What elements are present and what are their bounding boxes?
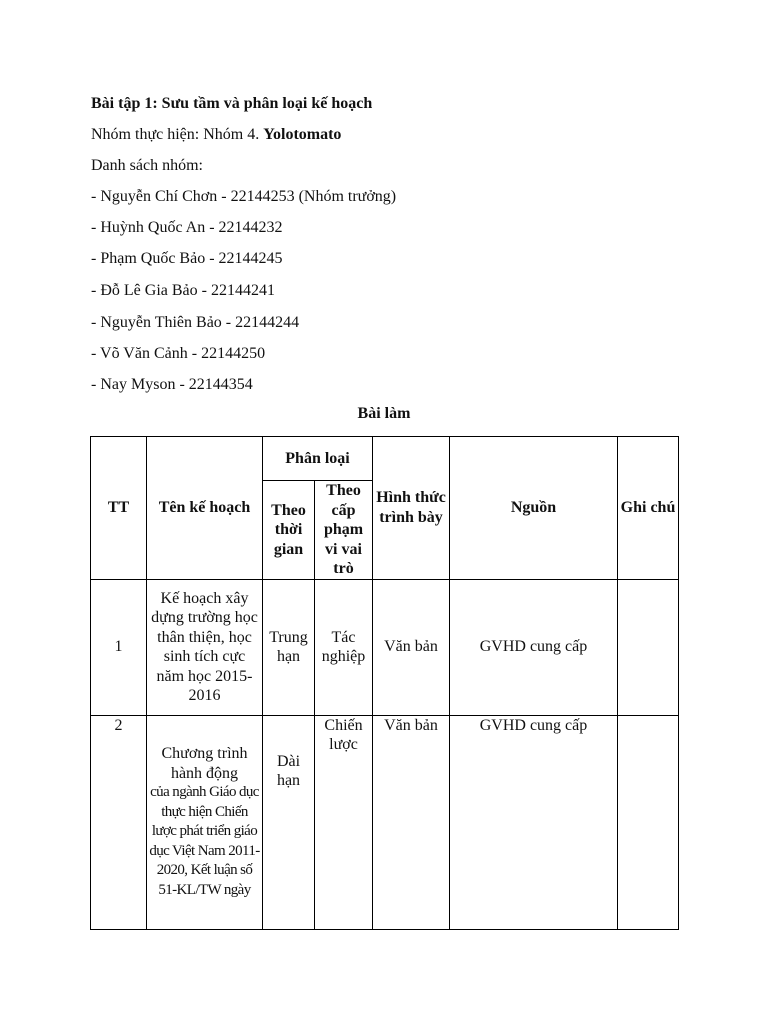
work-title: Bài làm [357, 405, 411, 422]
group-prefix: Nhóm thực hiện: Nhóm 4. [91, 126, 264, 143]
row-plan-name-part1: Chương trình hành động [161, 745, 248, 782]
header-tt: TT [91, 437, 147, 580]
header-by-time: Theo thời gian [263, 481, 315, 580]
header-source: Nguồn [450, 437, 618, 580]
row-tt: 2 [91, 715, 147, 929]
members-heading: Danh sách nhóm: [91, 157, 203, 174]
group-line [91, 125, 341, 145]
exercise-title: Bài tập 1: Sưu tầm và phân loại kế hoạch [91, 95, 373, 112]
row-plan-name [147, 715, 263, 929]
member-item: - Đỗ Lê Gia Bảo - 22144241 [91, 282, 275, 299]
member-item: - Nguyễn Chí Chơn - 22144253 (Nhóm trưởng) [91, 188, 397, 205]
member-item: - Nguyễn Thiên Bảo - 22144244 [91, 314, 300, 331]
header-form: Hình thức trình bày [373, 437, 450, 580]
row-form: Văn bản [373, 579, 450, 715]
row-by-scope: Chiến lược [315, 715, 373, 929]
header-classification: Phân loại [263, 437, 373, 481]
row-source: GVHD cung cấp [450, 715, 618, 929]
plan-table [90, 436, 679, 930]
row-note [618, 715, 679, 929]
group-name: Yolotomato [263, 126, 342, 143]
row-tt: 1 [91, 579, 147, 715]
row-source: GVHD cung cấp [450, 579, 618, 715]
row-form: Văn bản [373, 715, 450, 929]
table-row [91, 715, 679, 929]
member-item: - Phạm Quốc Bảo - 22144245 [91, 250, 283, 267]
row-note [618, 579, 679, 715]
member-item: - Nay Myson - 22144354 [91, 376, 253, 393]
member-item: - Võ Văn Cảnh - 22144250 [91, 345, 266, 362]
row-by-time: Dài hạn [263, 715, 315, 929]
table-row [91, 579, 679, 715]
row-by-scope: Tác nghiệp [315, 579, 373, 715]
row-by-time: Trung hạn [263, 579, 315, 715]
header-plan-name: Tên kế hoạch [147, 437, 263, 580]
member-item: - Huỳnh Quốc An - 22144232 [91, 219, 283, 236]
row-plan-name: Kế hoạch xây dựng trường học thân thiện, học sinh tích cực năm học 2015-2016 [147, 579, 263, 715]
header-by-scope: Theo cấp phạm vi vai trò [315, 481, 373, 580]
row-plan-name-part2: của ngành Giáo dục thực hiện Chiến lược phát triển giáo dục Việt Nam 2011-2020, Kết luận số 51-KL/TW ngày [149, 784, 260, 898]
header-note: Ghi chú [618, 437, 679, 580]
